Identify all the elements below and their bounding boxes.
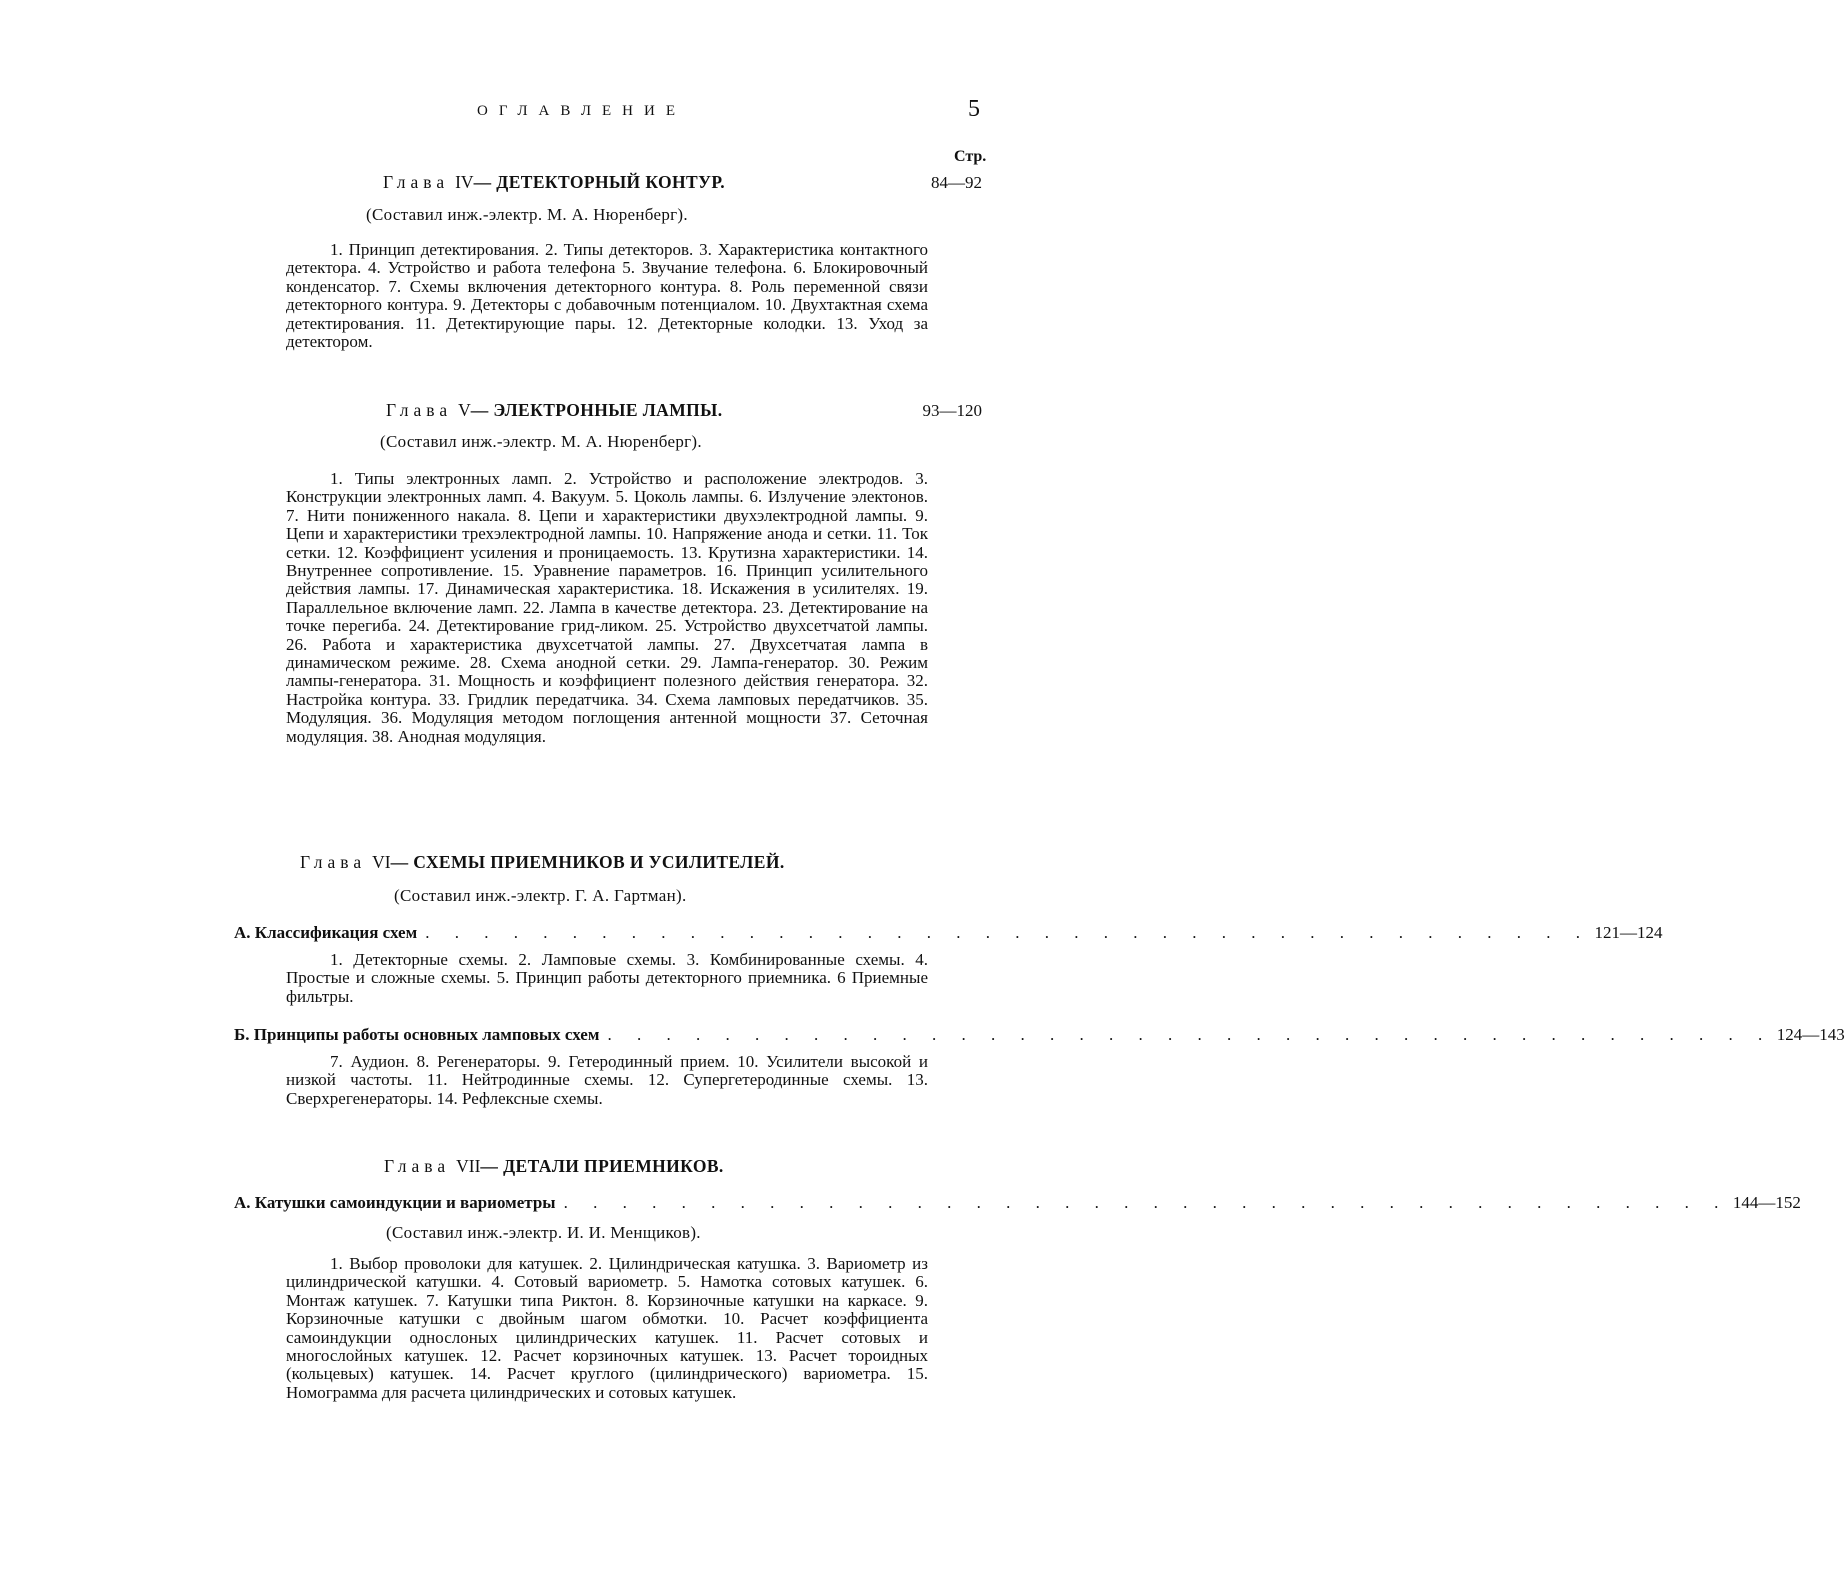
chapter-4-heading <box>240 172 920 193</box>
chapter-word: Глава <box>386 400 453 420</box>
chapter-6-heading <box>300 852 940 873</box>
leader-dots: . . . . . . . . . . . . . . . . . . . . . . . . . . . . . . . . . . . . . . . . <box>563 1193 1729 1212</box>
chapter-roman: IV <box>455 172 474 192</box>
chapter-roman: VI <box>372 852 391 872</box>
chapter-4-contents: 1. Принцип детектирования. 2. Типы детекторов. 3. Характеристика контактного детектора. 4. Устройство и работа телефона 5. Звучание телефона. 6. Блокировочный конденсатор. 7. Схемы включения детекторного контура. 8. Роль переменной связи детекторного контура. 9. Детекторы с добавочным потенциалом. 10. Двухтактная схема детектирования. 11. Детектирующие пары. 12. Детекторные колодки. 13. Уход за детектором. <box>286 240 928 352</box>
chapter-6-section-a <box>234 923 1663 943</box>
chapter-6-compiler: (Составил инж.-электр. Г. А. Гартман). <box>394 886 687 905</box>
section-pages: 124—143 <box>1776 1025 1845 1044</box>
section-label: А. Классификация схем <box>234 923 418 942</box>
leader-dots: . . . . . . . . . . . . . . . . . . . . . . . . . . . . . . . . . . . . . . . . <box>425 923 1591 942</box>
chapter-7-section-a <box>234 1193 1801 1213</box>
chapter-word: Глава <box>384 1156 451 1176</box>
section-label: Б. Принципы работы основных ламповых схем <box>234 1025 600 1044</box>
chapter-6-section-b-contents: 7. Аудион. 8. Регенераторы. 9. Гетеродинный прием. 10. Усилители высокой и низкой частоты. 11. Нейтродинные схемы. 12. Супергетеродинные схемы. 13. Сверхрегенераторы. 14. Рефлексные схемы. <box>286 1052 928 1108</box>
chapter-title: — СХЕМЫ ПРИЕМНИКОВ И УСИЛИТЕЛЕЙ. <box>390 852 785 872</box>
chapter-5-pages: 93—120 <box>922 401 982 420</box>
leader-dots: . . . . . . . . . . . . . . . . . . . . . . . . . . . . . . . . . . . . . . . . <box>607 1025 1773 1044</box>
chapter-5-heading <box>386 400 886 421</box>
chapter-7-section-a-contents: 1. Выбор проволоки для катушек. 2. Цилиндрическая катушка. 3. Вариометр из цилиндрической катушки. 4. Сотовый вариометр. 5. Намотка сотовых катушек. 6. Монтаж катушек. 7. Катушки типа Риктон. 8. Корзиночные катушки на каркасе. 9. Корзиночные катушки с двойным шагом обмотки. 10. Расчет коэффициента самоиндукции однослоных цилиндрических катушек. 11. Расчет сотовых и многослойных катушек. 12. Расчет корзиночных катушек. 13. Расчет тороидных (кольцевых) катушек. 14. Расчет круглого (цилиндрического) вариометра. 15. Номограмма для расчета цилиндрических и сотовых катушек. <box>286 1254 928 1402</box>
chapter-word: Глава <box>300 852 367 872</box>
page-number: 5 <box>968 96 980 122</box>
chapter-roman: V <box>458 400 471 420</box>
chapter-4-compiler: (Составил инж.-электр. М. А. Нюренберг). <box>366 205 688 224</box>
chapter-roman: VII <box>456 1156 481 1176</box>
chapter-word: Глава <box>383 172 450 192</box>
chapter-title: — ДЕТЕКТОРНЫЙ КОНТУР. <box>473 172 725 192</box>
running-title: ОГЛАВЛЕНИЕ <box>477 103 686 119</box>
chapter-title: — ЭЛЕКТРОННЫЕ ЛАМПЫ. <box>470 400 723 420</box>
chapter-7-heading <box>384 1156 884 1177</box>
chapter-7-section-a-compiler: (Составил инж.-электр. И. И. Менщиков). <box>386 1223 701 1242</box>
chapter-title: — ДЕТАЛИ ПРИЕМНИКОВ. <box>480 1156 724 1176</box>
section-label: А. Катушки самоиндукции и вариометры <box>234 1193 556 1212</box>
chapter-6-section-b <box>234 1025 1845 1045</box>
chapter-4-pages: 84—92 <box>931 173 982 192</box>
chapter-5-compiler: (Составил инж.-электр. М. А. Нюренберг). <box>380 432 702 451</box>
pages-column-label: Стр. <box>954 148 987 165</box>
chapter-5-contents: 1. Типы электронных ламп. 2. Устройство и расположение электродов. 3. Конструкции электронных ламп. 4. Вакуум. 5. Цоколь лампы. 6. Излучение электонов. 7. Нити пониженного накала. 8. Цепи и характеристики двухэлектродной лампы. 9. Цепи и характеристики трехэлектродной лампы. 10. Напряжение анода и сетки. 11. Ток сетки. 12. Коэффициент усиления и проницаемость. 13. Крутизна характеристики. 14. Внутреннее сопротивление. 15. Уравнение параметров. 16. Принцип усилительного действия лампы. 17. Динамическая характеристика. 18. Искажения в усилителях. 19. Параллельное включение ламп. 22. Лампа в качестве детектора. 23. Детектирование на точке перегиба. 24. Детектирование грид-ликом. 25. Устройство двухсетчатой лампы. 26. Работа и характеристика двухсетчатой лампы. 27. Двухсетчатая лампа в динамическом режиме. 28. Схема анодной сетки. 29. Лампа-генератор. 30. Режим лампы-генератора. 31. Мощность и коэффициент полезного действия генератора. 32. Настройка контура. 33. Гридлик передатчика. 34. Схема ламповых передатчиков. 35. Модуляция. 36. Модуляция методом поглощения антенной мощности 37. Сеточная модуляция. 38. Анодная модуляция. <box>286 469 928 746</box>
section-pages: 121—124 <box>1594 923 1663 942</box>
chapter-6-section-a-contents: 1. Детекторные схемы. 2. Ламповые схемы. 3. Комбинированные схемы. 4. Простые и сложные схемы. 5. Принцип работы детекторного приемника. 6 Приемные фильтры. <box>286 950 928 1006</box>
section-pages: 144—152 <box>1732 1193 1801 1212</box>
